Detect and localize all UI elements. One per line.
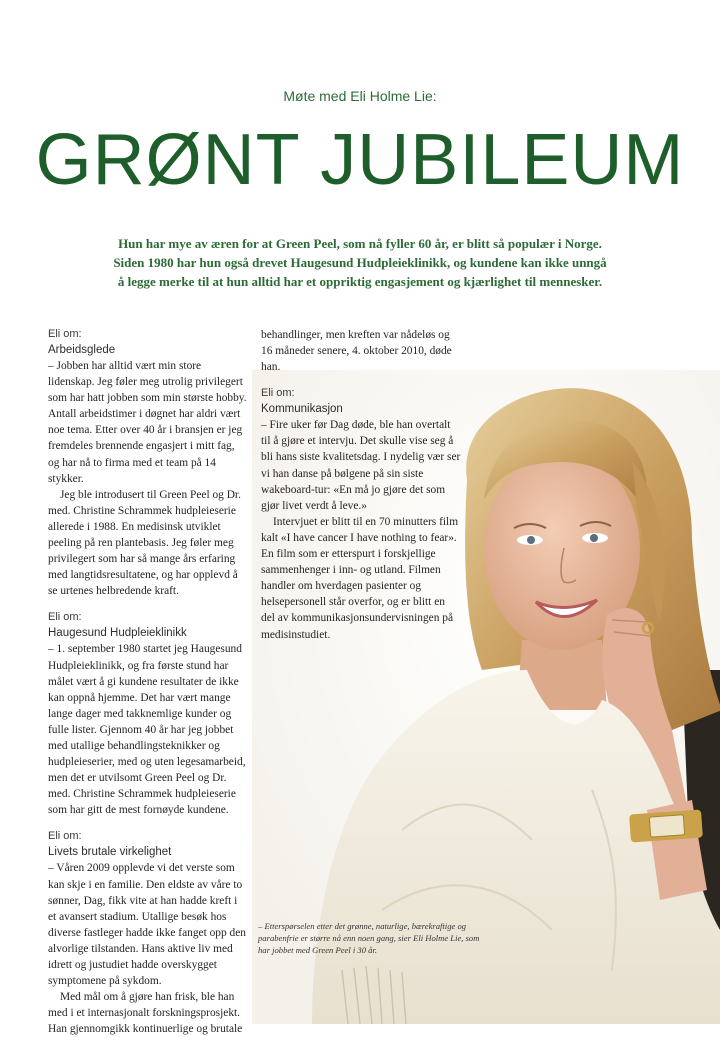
paragraph: Jeg ble introdusert til Green Peel og Dr. med. Christine Schrammek hudpleieserie allerede i 1988. En medisinsk utviklet peeling på ren plantebasis. Jeg føler meg privilegert som har så mange års erfaring med langtidsresultatene, og har opplevd å se urtenes helbredende kraft. xyxy=(48,488,241,598)
article-kicker: Møte med Eli Holme Lie: xyxy=(283,88,437,104)
article-headline: GRØNT JUBILEUM xyxy=(35,120,685,200)
paragraph: Intervjuet er blitt til en 70 minutters film kalt «I have cancer I have nothing to fear». En film som er etterspurt i forskjellige sammenhenger i inn- og utland. Filmen handler om hverdagen pasienter og helsepersonell står overfor, og er blitt en del av kommunikasjonsundervisningen på medisinstudiet. xyxy=(261,515,459,641)
paragraph: – 1. september 1980 startet jeg Haugesund Hudpleieklinikk, og fra første stund har målet vært å gi kundene resultater de ikke kan oppnå hjemme. Det har vært mange lange dager med takknemlige kunder og fulle lister. Gjennom 40 år har jeg jobbet med utallige behandlingsteknikker og hudpleieserier, med og uten legesamarbeid, men det er utvilsomt Green Peel og Dr. med. Christine Schrammek hudpleieserie som har gitt de mest fornøyde kundene. xyxy=(48,643,246,817)
section-title-arbeidsglede: Arbeidsglede xyxy=(48,344,116,356)
paragraph: Med mål om å gjøre han frisk, ble han med i et internasjonalt forskningsprosjekt. Han gjennomgikk kontinuerlige og brutale xyxy=(48,991,243,1036)
paragraph: – Jobben har alltid vært min store lidenskap. Jeg føler meg utrolig privilegert som har hatt jobben som min største hobby. Antall arbeidstimer i døgnet har aldri vært noe tema. Etter over 40 år i bransjen er jeg fremdeles brennende engasjert i mitt fag, og har nå to firma med et team på 14 stykker. xyxy=(48,360,247,485)
section-title-haugesund: Haugesund Hudpleieklinikk xyxy=(48,627,187,640)
paragraph: behandlinger, men kreften var nådeløs og 16 måneder senere, 4. oktober 2010, døde han. xyxy=(261,329,452,374)
section-title-kommunikasjon: Kommunikasjon xyxy=(261,403,343,416)
section-label: Eli om: xyxy=(48,611,82,624)
section-label: Eli om: xyxy=(261,387,295,400)
column-left xyxy=(48,327,248,1037)
column-middle xyxy=(261,327,461,643)
section-label: Eli om: xyxy=(48,830,82,843)
section-label: Eli om: xyxy=(48,328,82,340)
article-lead: Hun har mye av æren for at Green Peel, som nå fyller 60 år, er blitt så populær i Norge. Siden 1980 har hun også drevet Haugesund Hudpleieklinikk, og kundene kan ikke unngå å legge merke til at hun alltid har et oppriktig engasjement og kjærlighet til mennesker. xyxy=(113,236,607,289)
paragraph: – Fire uker før Dag døde, ble han overtalt til å gjøre et intervju. Det skulle vise seg å bli hans siste kvalitetsdag. I nydelig vær ser vi han danse på bølgene på sin siste wakeboard-tur: «En må jo gjøre det som gjør livet verdt å leve.» xyxy=(261,419,461,512)
section-title-livets-brutale-virkelighet: Livets brutale virkelighet xyxy=(48,846,172,859)
photo-caption: – Etterspørselen etter det grønne, naturlige, bærekraftige og parabenfrie er større nå enn noen gang, sier Eli Holme Lie, som har jobbet med Green Peel i 30 år. xyxy=(258,921,480,955)
paragraph: – Våren 2009 opplevde vi det verste som kan skje i en familie. Den eldste av våre to sønner, Dag, fikk vite at han hadde kreft i et avansert stadium. Utallige besøk hos diverse fastleger hadde ikke fanget opp den alvorlige tilstanden. Hans aktive liv med idrett og justudiet hadde overskygget symptomene på sykdom. xyxy=(48,862,246,988)
